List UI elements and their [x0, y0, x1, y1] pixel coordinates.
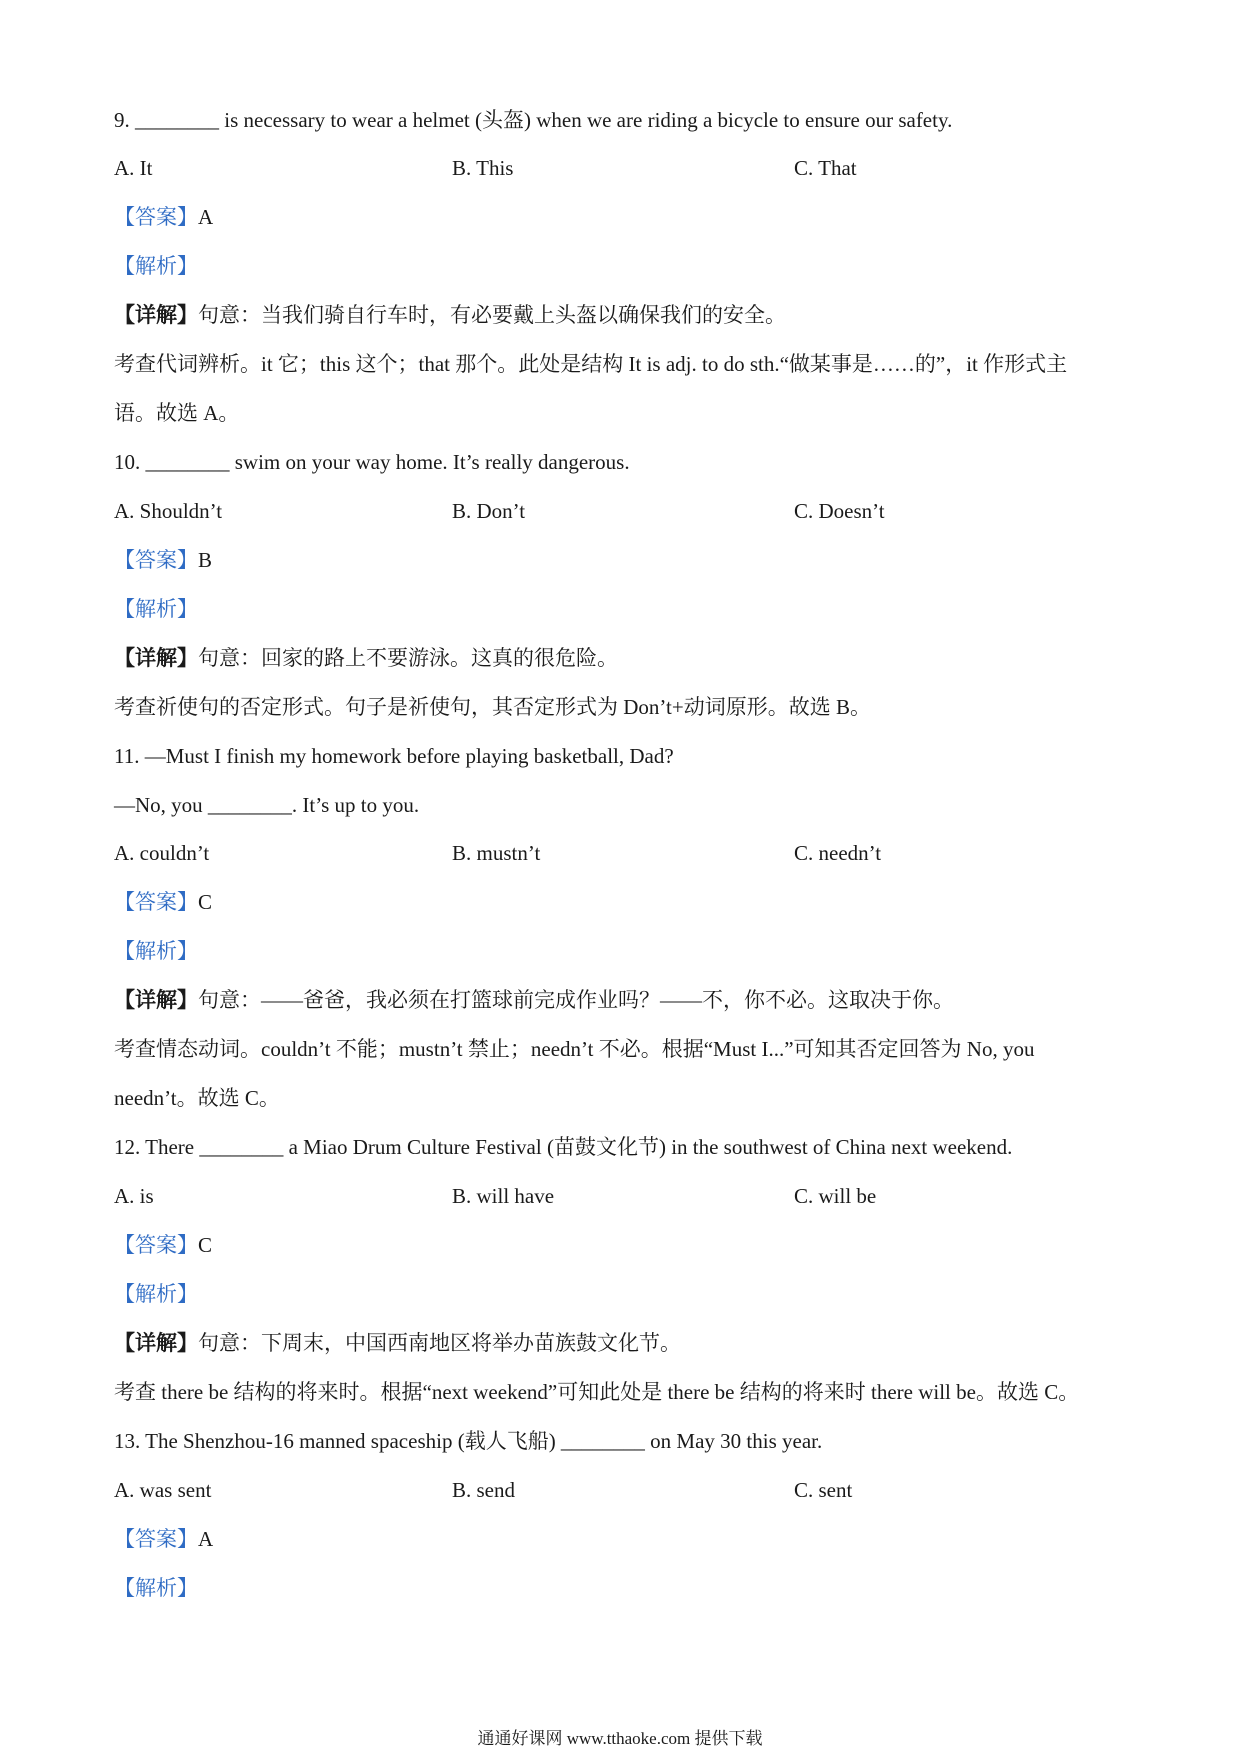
question-12-option-b: B. will have: [452, 1184, 555, 1208]
question-11-explain-line-1: 考查情态动词。couldn’t 不能；mustn’t 禁止；needn’t 不必。根据“Must I...”可知其否定回答为 No, you: [114, 1037, 1035, 1061]
detail-label: 【详解】: [114, 1331, 198, 1355]
question-9-detail: [114, 300, 786, 330]
question-13-answer: [114, 1524, 213, 1554]
question-11-option-b: B. mustn’t: [452, 841, 541, 865]
question-9-option-a: A. It: [114, 156, 153, 180]
answer-value: C: [198, 1233, 213, 1257]
question-13-option-b: B. send: [452, 1478, 515, 1502]
question-10-option-c: C. Doesn’t: [794, 499, 885, 523]
question-9-explain-line-1: 考查代词辨析。it 它；this 这个；that 那个。此处是结构 It is adj. to do sth.“做某事是……的”，it 作形式主: [114, 352, 1068, 376]
question-9-explain-line-2: 语。故选 A。: [114, 401, 240, 425]
detail-label: 【详解】: [114, 988, 198, 1012]
detail-label: 【详解】: [114, 303, 198, 327]
page-footer: 通通好课网 www.tthaoke.com 提供下载: [477, 1729, 763, 1748]
answer-value: B: [198, 548, 213, 572]
answer-value: C: [198, 890, 213, 914]
question-10-answer: [114, 545, 212, 575]
question-11-option-c: C. needn’t: [794, 841, 882, 865]
question-10-detail: [114, 643, 618, 673]
answer-value: A: [198, 205, 214, 229]
answer-value: A: [198, 1527, 214, 1551]
question-11-stem: 11. —Must I finish my homework before playing basketball, Dad?: [114, 744, 674, 768]
question-11-analysis-label: 【解析】: [114, 939, 198, 963]
question-10-option-a: A. Shouldn’t: [114, 499, 223, 523]
question-13-analysis-label: 【解析】: [114, 1576, 198, 1600]
detail-text: 句意：回家的路上不要游泳。这真的很危险。: [198, 646, 618, 670]
question-12-answer: [114, 1230, 212, 1260]
answer-label: 【答案】: [114, 1527, 198, 1551]
answer-label: 【答案】: [114, 890, 198, 914]
detail-label: 【详解】: [114, 646, 198, 670]
question-12-option-c: C. will be: [794, 1184, 877, 1208]
question-10-analysis-label: 【解析】: [114, 597, 198, 621]
question-12-detail: [114, 1328, 681, 1358]
question-9-analysis-label: 【解析】: [114, 254, 198, 278]
answer-label: 【答案】: [114, 205, 198, 229]
question-11-stem-reply: —No, you ________. It’s up to you.: [114, 793, 420, 817]
question-11-answer: [114, 887, 212, 917]
question-11-detail: [114, 985, 954, 1015]
question-9-option-c: C. That: [794, 156, 857, 180]
question-9-stem: 9. ________ is necessary to wear a helmet (头盔) when we are riding a bicycle to ensure our safety.: [114, 108, 953, 132]
question-11-option-a: A. couldn’t: [114, 841, 210, 865]
question-9-option-b: B. This: [452, 156, 514, 180]
question-12-explain-line-1: 考查 there be 结构的将来时。根据“next weekend”可知此处是 there be 结构的将来时 there will be。故选 C。: [114, 1380, 1080, 1404]
question-11-explain-line-2: needn’t。故选 C。: [114, 1086, 280, 1110]
question-10-option-b: B. Don’t: [452, 499, 526, 523]
question-12-analysis-label: 【解析】: [114, 1282, 198, 1306]
answer-label: 【答案】: [114, 548, 198, 572]
question-12-stem: 12. There ________ a Miao Drum Culture Festival (苗鼓文化节) in the southwest of China next weekend.: [114, 1135, 1013, 1159]
detail-text: 句意：——爸爸，我必须在打篮球前完成作业吗？——不，你不必。这取决于你。: [198, 988, 954, 1012]
question-13-option-a: A. was sent: [114, 1478, 212, 1502]
detail-text: 句意：下周末，中国西南地区将举办苗族鼓文化节。: [198, 1331, 681, 1355]
question-10-stem: 10. ________ swim on your way home. It’s really dangerous.: [114, 450, 630, 474]
question-9-answer: [114, 202, 213, 232]
question-13-stem: 13. The Shenzhou-16 manned spaceship (载人飞船) ________ on May 30 this year.: [114, 1429, 823, 1453]
question-10-explain-line-1: 考查祈使句的否定形式。句子是祈使句，其否定形式为 Don’t+动词原形。故选 B。: [114, 695, 871, 719]
detail-text: 句意：当我们骑自行车时，有必要戴上头盔以确保我们的安全。: [198, 303, 786, 327]
answer-label: 【答案】: [114, 1233, 198, 1257]
question-13-option-c: C. sent: [794, 1478, 853, 1502]
question-12-option-a: A. is: [114, 1184, 154, 1208]
